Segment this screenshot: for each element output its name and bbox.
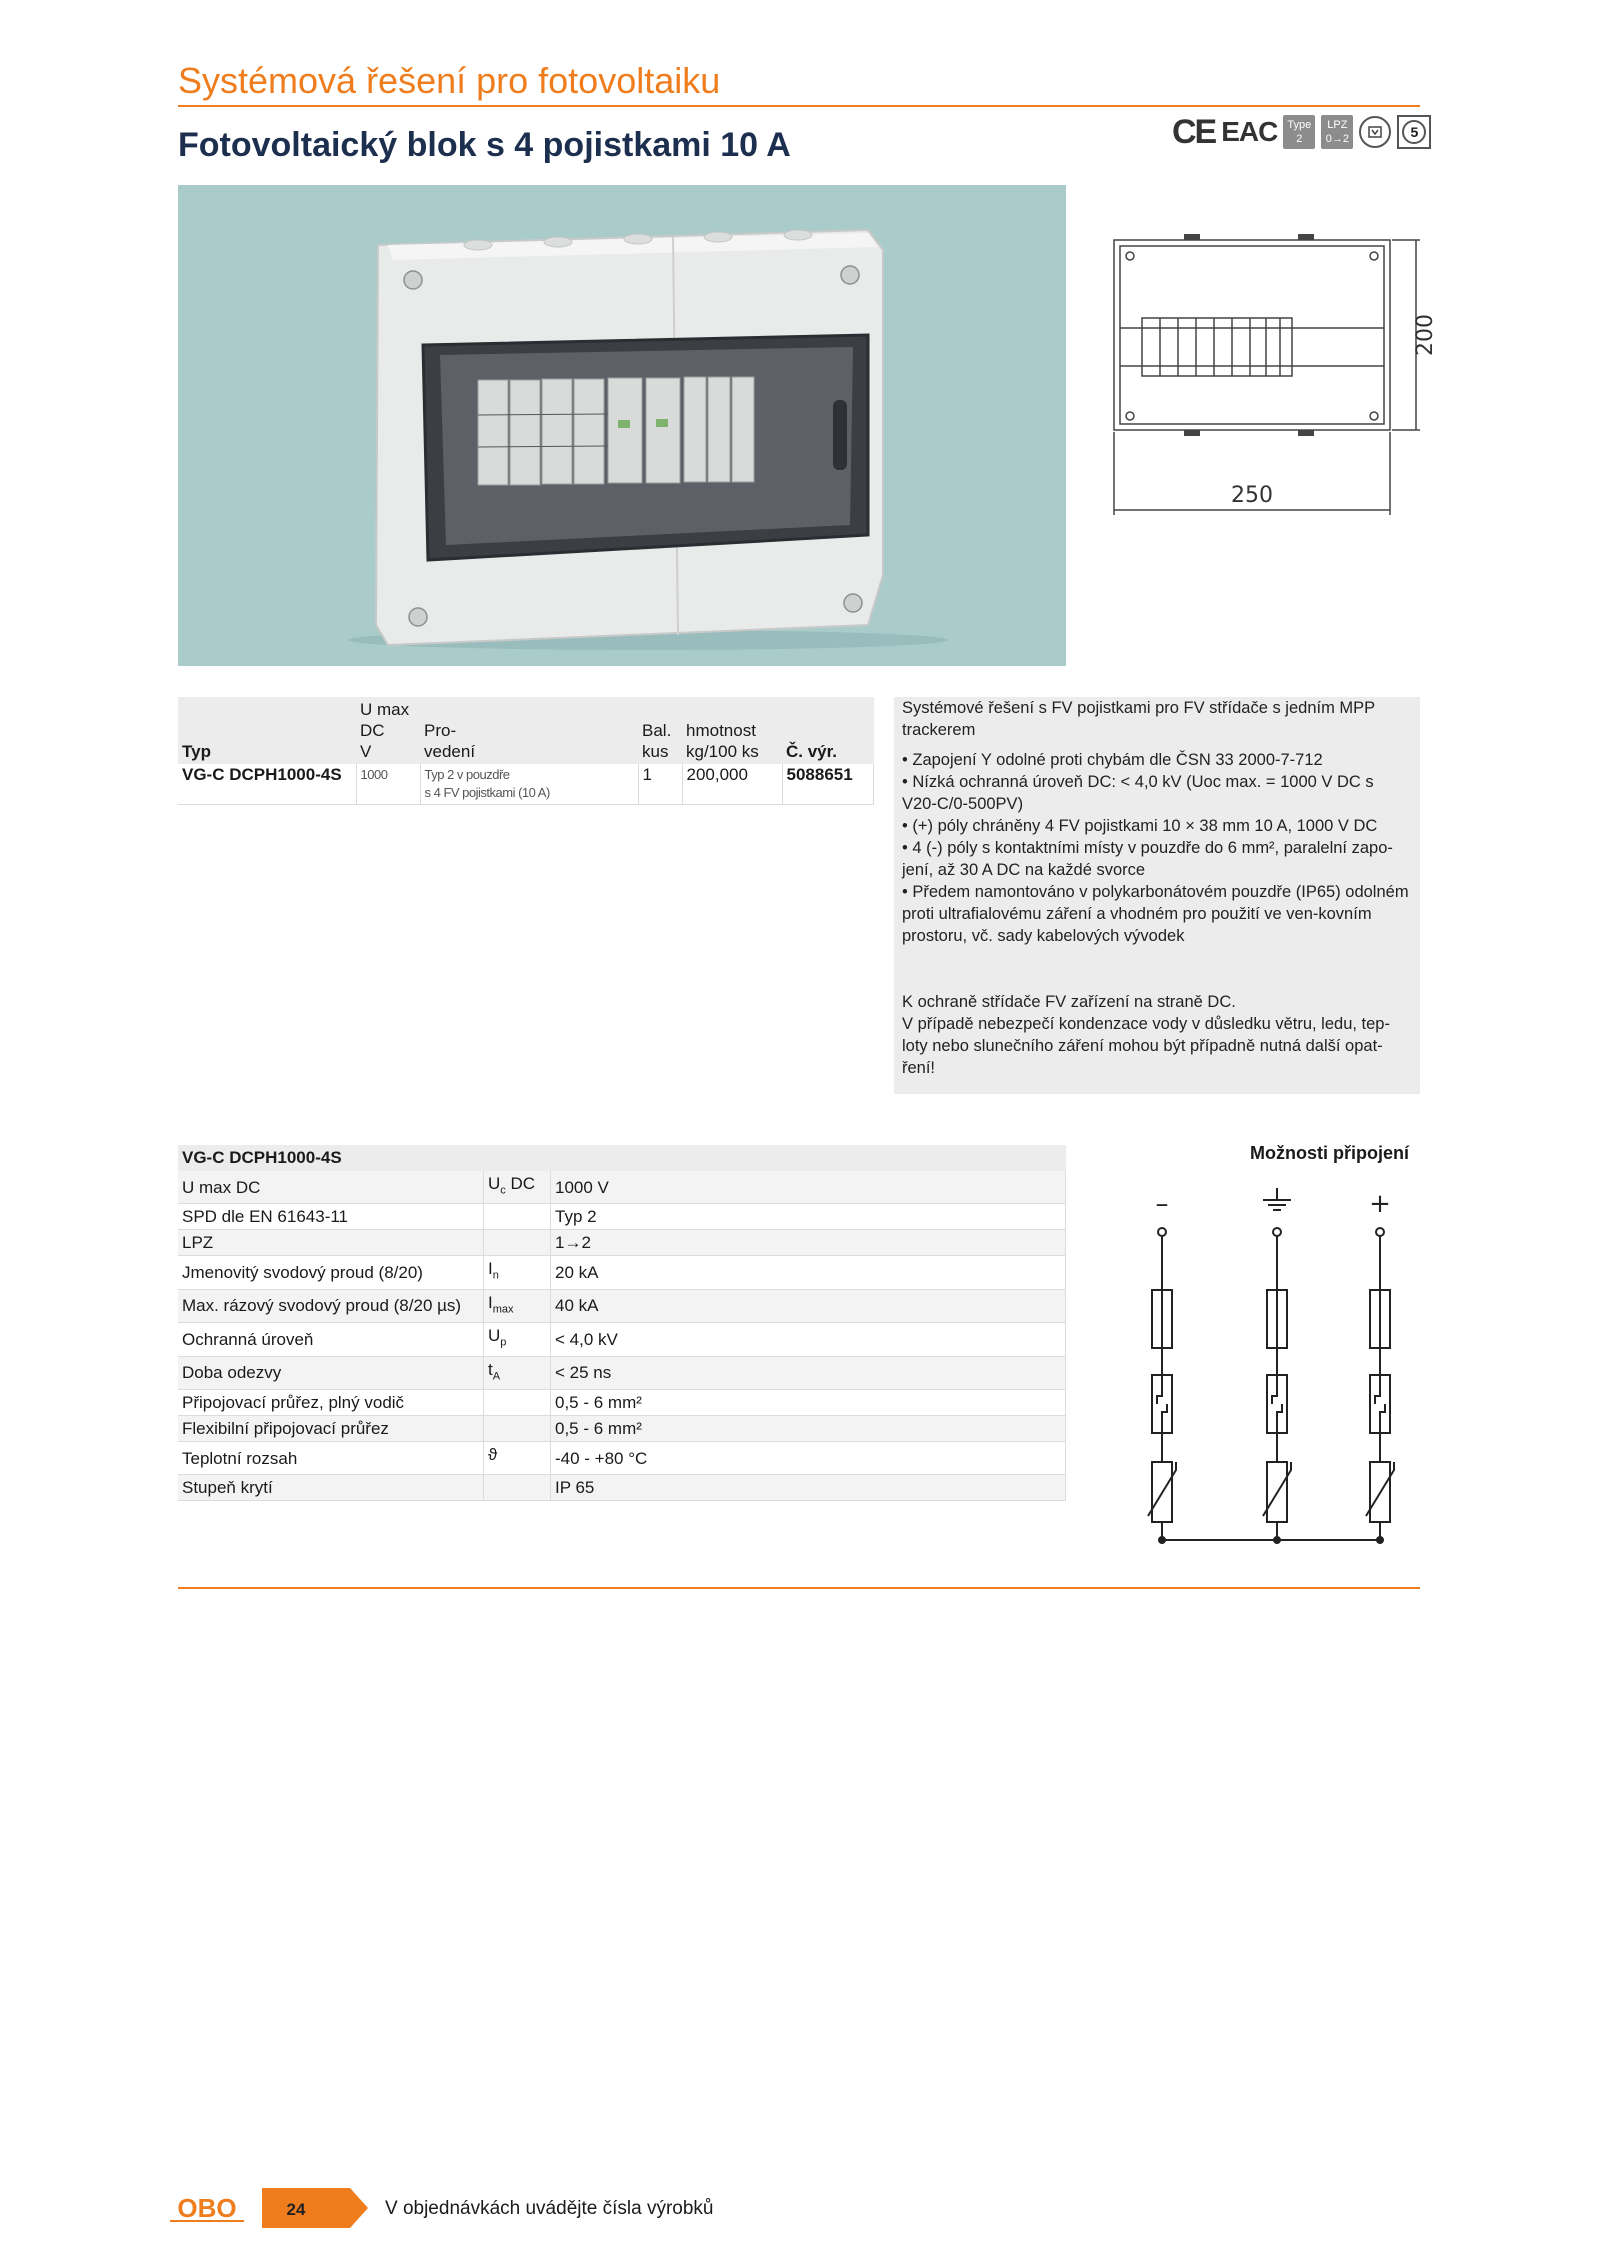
param-label: Doba odezvy: [178, 1356, 484, 1389]
lpz-badge-label: LPZ: [1327, 119, 1348, 131]
lpz-badge-icon: [1321, 115, 1353, 149]
param-symbol: $U_c$ DC: [484, 1171, 551, 1204]
param-value: 1→2: [551, 1230, 1066, 1256]
header-article: Č. výr.: [782, 697, 874, 764]
param-symbol: $t_A$: [484, 1356, 551, 1389]
terminal-icon: [1158, 1228, 1166, 1236]
param-label: U max DC: [178, 1171, 484, 1204]
table-row: [178, 1204, 1066, 1230]
description-note-1: K ochraně střídače FV zařízení na straně DC.: [902, 993, 1236, 1011]
header-typ: Typ: [178, 697, 356, 764]
table-row: [178, 1475, 1066, 1501]
plus-label: +: [1369, 1189, 1391, 1219]
param-value: 40 kA: [551, 1289, 1066, 1322]
cell-bal: 1: [638, 764, 682, 805]
param-symbol: ϑ: [484, 1441, 551, 1474]
param-label: LPZ: [178, 1230, 484, 1256]
param-symbol: [484, 1204, 551, 1230]
table-row: [178, 1415, 1066, 1441]
tech-data-table: [178, 1145, 1066, 1501]
table-row: [178, 1323, 1066, 1356]
param-value: < 25 ns: [551, 1356, 1066, 1389]
param-value: Typ 2: [551, 1204, 1066, 1230]
section-title: Systémová řešení pro fotovoltaiku: [178, 60, 721, 101]
table-row: [178, 764, 874, 805]
spark-gap-symbol: [1375, 1375, 1385, 1433]
feature-item: • 4 (-) póly s kontaktními místy v pouzdře do 6 mm², paralelní zapo-jení, až 30 A DC na každé svorce: [902, 839, 1393, 879]
certification-icons: [1172, 112, 1431, 152]
ground-icon: [1263, 1188, 1291, 1210]
description-box: [894, 697, 1420, 1094]
approval-seal-icon: [1359, 116, 1391, 148]
spark-gap-symbol: [1272, 1375, 1282, 1433]
page-number: 24: [286, 2200, 306, 2219]
param-symbol: $I_{max}$: [484, 1289, 551, 1322]
tech-table-title: VG-C DCPH1000-4S: [178, 1145, 1066, 1171]
description-intro: Systémové řešení s FV pojistkami pro FV střídače s jedním MPP trackerem: [902, 699, 1375, 739]
order-table: [178, 697, 874, 805]
connection-diagram: [1120, 1180, 1420, 1550]
minus-label: –: [1155, 1189, 1169, 1219]
param-label: Max. rázový svodový proud (8/20 µs): [178, 1289, 484, 1322]
cell-provedeni: Typ 2 v pouzdře s 4 FV pojistkami (10 A): [420, 764, 638, 805]
table-row: [178, 1171, 1066, 1204]
bottom-rule: [178, 1587, 1420, 1589]
param-symbol: $U_p$: [484, 1323, 551, 1356]
product-title: Fotovoltaický blok s 4 pojistkami 10 A: [178, 126, 791, 164]
spark-gap-symbol: [1157, 1375, 1167, 1433]
table-row: [178, 1230, 1066, 1256]
table-row: [178, 1441, 1066, 1474]
header-weight: hmotnost kg/100 ks: [682, 697, 782, 764]
five-year-icon: [1397, 115, 1431, 149]
table-row: [178, 1289, 1066, 1322]
param-label: Ochranná úroveň: [178, 1323, 484, 1356]
feature-item: • Předem namontováno v polykarbonátovém pouzdře (IP65) odolném proti ultrafialovému záření a vhodném pro použití ve ven-kovním prostoru, vč. sady kabelových vývodek: [902, 883, 1409, 945]
type-badge-label: Type: [1287, 119, 1312, 131]
dimension-height-label: 200: [1413, 314, 1438, 356]
terminal-icon: [1273, 1228, 1281, 1236]
header-umax: U max DC V: [356, 697, 420, 764]
obo-logo: [168, 2193, 246, 2223]
param-symbol: [484, 1475, 551, 1501]
param-symbol: [484, 1230, 551, 1256]
header-provedeni: Pro- vedení: [420, 697, 638, 764]
feature-list: [902, 749, 1412, 947]
param-value: 1000 V: [551, 1171, 1066, 1204]
ce-mark-icon: CE: [1172, 112, 1216, 151]
table-row: [178, 1356, 1066, 1389]
param-symbol: [484, 1389, 551, 1415]
param-label: Flexibilní připojovací průřez: [178, 1415, 484, 1441]
param-value: 0,5 - 6 mm²: [551, 1415, 1066, 1441]
param-label: Stupeň krytí: [178, 1475, 484, 1501]
table-row: [178, 1389, 1066, 1415]
order-table-header: [178, 697, 874, 764]
description-note-2: V případě nebezpečí kondenzace vody v důsledku větru, ledu, tep-loty nebo slunečního záření mohou být případně nutná další opat-ření!: [902, 1015, 1390, 1077]
title-rule: [178, 105, 1420, 107]
cell-umax: 1000: [356, 764, 420, 805]
table-row: [178, 1256, 1066, 1289]
feature-item: • Nízká ochranná úroveň DC: < 4,0 kV (Uoc max. = 1000 V DC s V20-C/0-500PV): [902, 773, 1374, 813]
param-value: 0,5 - 6 mm²: [551, 1389, 1066, 1415]
type-badge-value: 2: [1296, 133, 1303, 145]
cell-weight: 200,000: [682, 764, 782, 805]
obo-logo-text: OBO: [177, 2193, 237, 2223]
footer-text: V objednávkách uvádějte čísla výrobků: [385, 2198, 714, 2219]
terminal-icon: [1376, 1228, 1384, 1236]
dimension-width-label: 250: [1231, 483, 1273, 508]
product-photo: [178, 185, 1066, 666]
feature-item: • (+) póly chráněny 4 FV pojistkami 10 × 38 mm 10 A, 1000 V DC: [902, 817, 1378, 835]
feature-item: • Zapojení Y odolné proti chybám dle ČSN 33 2000-7-712: [902, 751, 1323, 769]
page-number-tab: [262, 2188, 372, 2228]
eac-mark-icon: EAC: [1221, 116, 1278, 147]
param-value: < 4,0 kV: [551, 1323, 1066, 1356]
param-symbol: [484, 1415, 551, 1441]
param-value: 20 kA: [551, 1256, 1066, 1289]
type-badge-icon: [1283, 115, 1315, 149]
param-value: -40 - +80 °C: [551, 1441, 1066, 1474]
five-year-value: 5: [1402, 120, 1426, 144]
cell-article: 5088651: [782, 764, 874, 805]
param-symbol: $I_n$: [484, 1256, 551, 1289]
header-bal: Bal. kus: [638, 697, 682, 764]
param-label: Teplotní rozsah: [178, 1441, 484, 1474]
cell-typ: VG-C DCPH1000-4S: [178, 764, 356, 805]
param-label: Jmenovitý svodový proud (8/20): [178, 1256, 484, 1289]
dimension-drawing: [1090, 220, 1438, 520]
lpz-badge-value: 0→2: [1325, 133, 1349, 145]
param-value: IP 65: [551, 1475, 1066, 1501]
param-label: SPD dle EN 61643-11: [178, 1204, 484, 1230]
connection-title: Možnosti připojení: [1250, 1143, 1409, 1163]
param-label: Připojovací průřez, plný vodič: [178, 1389, 484, 1415]
